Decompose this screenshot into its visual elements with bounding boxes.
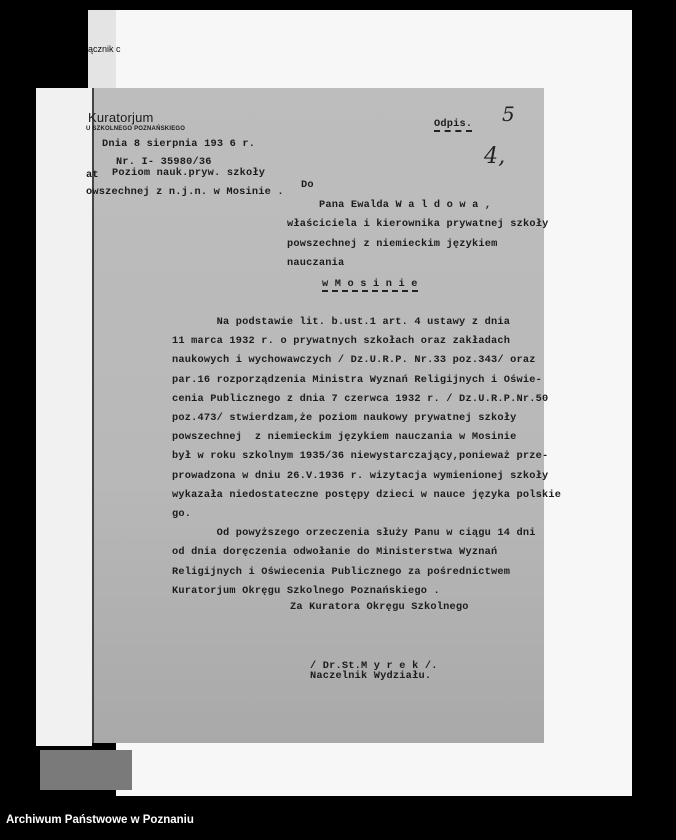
body-line: poz.473/ stwierdzam,że poziom naukowy prywatnej szkoły: [172, 412, 517, 424]
signatory-name: / Dr.St.M y r e k /.: [310, 660, 438, 672]
body-line: prowadzona w dniu 26.V.1936 r. wizytacja wymienionej szkoły: [172, 469, 549, 482]
page-edge-strip: [36, 88, 92, 746]
document-page: [86, 88, 562, 743]
body-line: Religijnych i Oświecenia Publicznego za pośrednictwem: [172, 565, 511, 578]
attachment-tab-label: ącznik c: [88, 44, 121, 54]
body-line: Na podstawie lit. b.ust.1 art. 4 ustawy z dnia: [172, 316, 511, 328]
body-line: był w roku szkolnym 1935/36 niewystarczający,ponieważ prze-: [172, 450, 549, 463]
body-line: cenia Publicznego z dnia 7 czerwca 1932 r. / Dz.U.R.P.Nr.50: [172, 392, 549, 405]
body-line: par.16 rozporządzenia Ministra Wyznań Religijnych i Oświe-: [172, 373, 542, 386]
scan-patch: [40, 750, 132, 790]
handwritten-page-number: 5: [502, 102, 515, 126]
copy-mark: Odpis.: [434, 118, 473, 130]
subject-prefix: at: [86, 169, 99, 181]
body-line: 11 marca 1932 r. o prywatnych szkołach oraz zakładach: [172, 335, 511, 348]
reference-number: Nr. I- 35980/36: [116, 156, 212, 168]
body-line: powszechnej z niemieckim językiem nauczania w Mosinie: [172, 431, 517, 444]
addressee-line-3: nauczania: [287, 257, 345, 269]
body-line: Od powyższego orzeczenia służy Panu w ciągu 14 dni: [172, 527, 536, 540]
handwritten-folio: 4,: [484, 144, 506, 169]
body-line: naukowych i wychowawczych / Dz.U.R.P. Nr.33 poz.343/ oraz: [172, 354, 536, 367]
addressee-to: Do: [301, 179, 314, 191]
office-title: Kuratorjum: [88, 110, 154, 125]
subject-line-2: owszechnej z n.j.n. w Mosinie .: [86, 186, 284, 198]
addressee-line-2: powszechnej z niemieckim językiem: [287, 238, 498, 250]
signatory-title: Naczelnik Wydziału.: [310, 670, 432, 682]
addressee-line-1: właściciela i kierownika prywatnej szkoły: [287, 218, 549, 230]
body-line: od dnia doręczenia odwołanie do Ministerstwa Wyznań: [172, 546, 498, 559]
date-line: Dnia 8 sierpnia 193 6 r.: [102, 138, 256, 150]
body-line: go.: [172, 508, 192, 520]
office-subtitle: U SZKOLNEGO POZNAŃSKIEGO: [86, 126, 186, 132]
signature-for-line: Za Kuratora Okręgu Szkolnego: [290, 601, 469, 613]
body-line: Kuratorjum Okręgu Szkolnego Poznańskiego .: [172, 584, 440, 597]
addressee-name: Pana Ewalda W a l d o w a ,: [319, 199, 492, 211]
addressee-place: w M o s i n i e: [322, 278, 418, 290]
body-line: wykazała niedostateczne postępy dzieci w nauce języka polskie: [172, 488, 562, 501]
subject-line-1: Poziom nauk.pryw. szkoły: [112, 167, 266, 179]
archive-footer: Archiwum Państwowe w Poznaniu: [6, 814, 194, 826]
